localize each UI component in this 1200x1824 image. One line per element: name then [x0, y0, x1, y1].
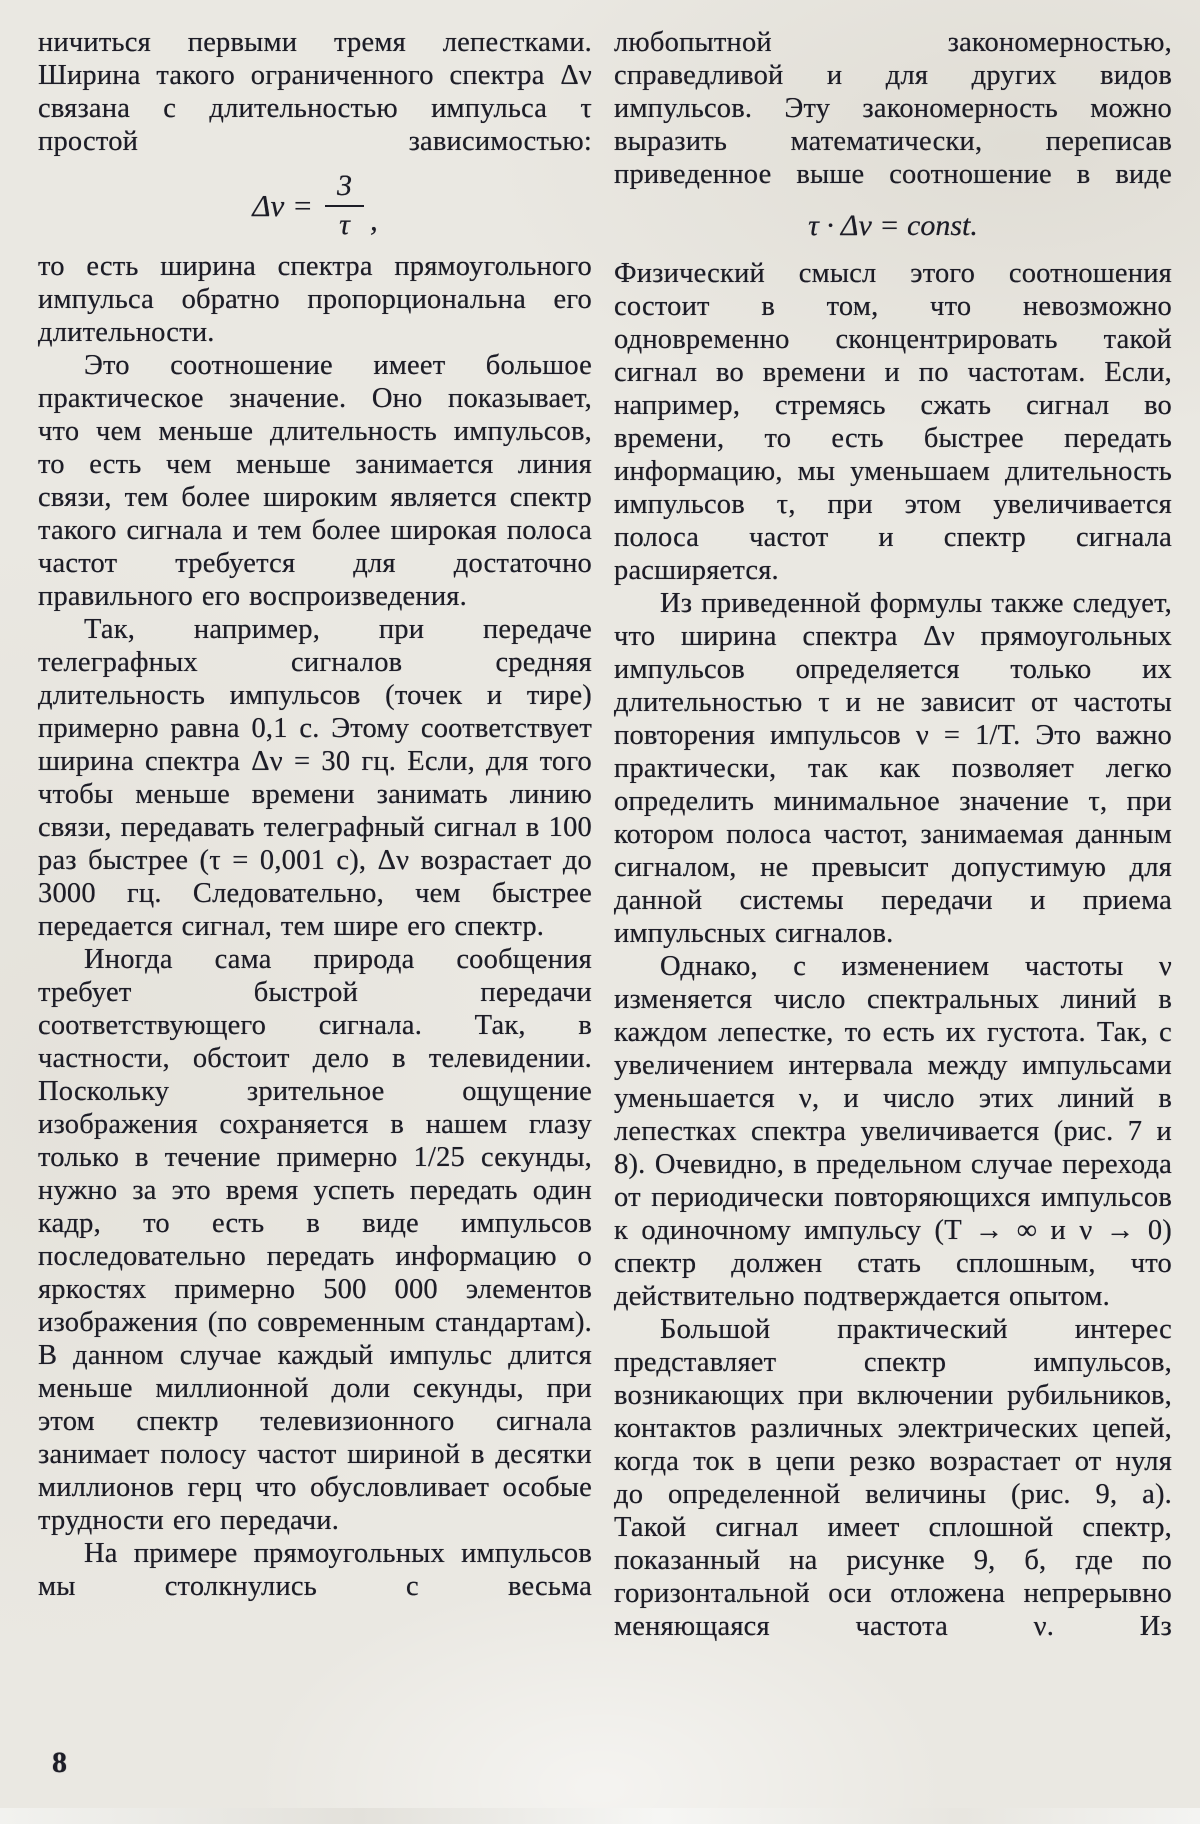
fraction-denominator: τ — [339, 208, 350, 242]
paragraph: то есть ширина спектра прямоугольного импульса обратно пропорциональна его длительности. — [38, 250, 592, 348]
paragraph: Это соотношение имеет большое практическое значение. Оно показывает, что чем меньше длительность импульсов, то есть чем меньше занимается линия связи, тем более широким является спектр такого сигнала и тем более широкая полоса частот требуется для достаточно правильного его воспроизведения. — [38, 349, 592, 612]
fraction-numerator: 3 — [325, 170, 364, 207]
left-column — [38, 26, 592, 1603]
paragraph: Однако, с изменением частоты ν изменяется число спектральных линий в каждом лепестке, то есть их густота. Так, с увеличением интервала между импульсами уменьшается ν, и число этих линий в лепестках спектра увеличивается (рис. 7 и 8). Очевидно, в предельном случае перехода от периодически повторяющихся импульсов к одиночному импульсу (T → ∞ и ν → 0) спектр должен стать сплошным, что действительно подтверждается опытом. — [614, 951, 1172, 1312]
paragraph: Физический смысл этого соотношения состоит в том, что невозможно одновременно сконцентрировать такой сигнал во времени и по частотам. Если, например, стремясь сжать сигнал во времени, то есть быстрее передать информацию, мы уменьшаем длительность импульсов τ, при этом увеличивается полоса частот и спектр сигнала расширяется. — [614, 258, 1172, 586]
right-column — [614, 26, 1172, 1643]
formula-comma: , — [369, 201, 378, 237]
page-number: 8 — [52, 1746, 67, 1779]
paragraph: Так, например, при передаче телеграфных сигналов средняя длительность импульсов (точек и тире) примерно равна 0,1 с. Этому соответствует ширина спектра Δν = 30 гц. Если, для того чтобы меньше времени занимать линию связи, передавать телеграфный сигнал в 100 раз быстрее (τ = 0,001 с), Δν возрастает до 3000 гц. Следовательно, чем быстрее передается сигнал, тем шире его спектр. — [38, 613, 592, 942]
scan-bottom-edge — [0, 1808, 1200, 1824]
paragraph: любопытной закономерностью, справедливой и для других видов импульсов. Эту закономерность можно выразить математически, переписав приведенное выше соотношение в виде — [614, 27, 1172, 190]
formula-uncertainty-product: τ · Δν = const. — [808, 209, 978, 242]
paragraph: Из приведенной формулы также следует, что ширина спектра Δν прямоугольных импульсов определяется только их длительностью τ и не зависит от частоты повторения импульсов ν = 1/T. Это важно практически, так как позволяет легко определить минимальное значение τ, при котором полоса частот, занимаемая данным сигналом, не превысит допустимую для данной системы передачи и приема импульсных сигналов. — [614, 588, 1172, 949]
formula-spectrum-width — [38, 170, 592, 242]
paragraph: На примере прямоугольных импульсов мы столкнулись с весьма — [38, 1537, 592, 1602]
paragraph: ничиться первыми тремя лепестками. Ширина такого ограниченного спектра Δν связана с длительностью импульса τ простой зависимостью: — [38, 27, 592, 157]
fraction — [325, 170, 364, 242]
paragraph: Большой практический интерес представляет спектр импульсов, возникающих при включении рубильников, контактов различных электрических цепей, когда ток в цепи резко возрастает от нуля до определенной величины (рис. 9, а). Такой сигнал имеет сплошной спектр, показанный на рисунке 9, б, где по горизонтальной оси отложена непрерывно меняющаяся частота ν. Из — [614, 1314, 1172, 1642]
formula-lhs: Δν = — [252, 187, 313, 223]
paragraph: Иногда сама природа сообщения требует быстрой передачи соответствующего сигнала. Так, в частности, обстоит дело в телевидении. Поскольку зрительное ощущение изображения сохраняется в нашем глазу только в течение примерно 1/25 секунды, нужно за это время успеть передать один кадр, то есть в виде импульсов последовательно передать информацию о яркостях примерно 500 000 элементов изображения (по современным стандартам). В данном случае каждый импульс длится меньше миллионной доли секунды, при этом спектр телевизионного сигнала занимает полосу частот шириной в десятки миллионов герц что обусловливает особые трудности его передачи. — [38, 943, 592, 1536]
